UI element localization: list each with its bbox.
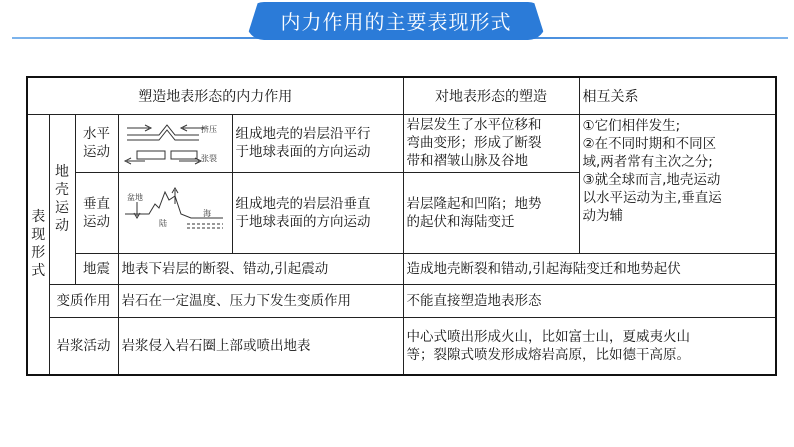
header-inner-force: 塑造地表形态的内力作用 (27, 77, 403, 114)
horizontal-movement-effect: 岩层发生了水平位移和 弯曲变形；形成了断裂 带和褶皱山脉及谷地 (403, 114, 579, 172)
svg-text:盆地: 盆地 (126, 192, 143, 202)
vertical-movement-desc: 组成地壳的岩层沿垂直 于地球表面的方向运动 (232, 172, 403, 253)
magma-effect: 中心式喷出形成火山，比如富士山，夏威夷火山 等；裂隙式喷发形成熔岩高原，比如德干高原。 (403, 317, 776, 375)
table-row-metamorphism (27, 284, 776, 317)
vertical-movement-name: 垂直 运动 (75, 172, 118, 253)
header-shaping: 对地表形态的塑造 (403, 77, 579, 114)
page-title: 内力作用的主要表现形式 (280, 10, 512, 34)
metamorphism-name: 变质作用 (49, 284, 118, 317)
magma-desc: 岩浆侵入岩石圈上部或喷出地表 (118, 317, 403, 375)
metamorphism-desc: 岩石在一定温度、压力下发生变质作用 (118, 284, 403, 317)
earthquake-name: 地震 (75, 253, 118, 284)
metamorphism-effect: 不能直接塑造地表形态 (403, 284, 776, 317)
horizontal-movement-name: 水平 运动 (75, 114, 118, 172)
table-row-earthquake (27, 253, 776, 284)
earthquake-desc: 地表下岩层的断裂、错动,引起震动 (118, 253, 403, 284)
svg-text:海: 海 (202, 208, 211, 218)
relation-cell: ①它们相伴发生; ②在不同时期和不同区 域,两者常有主次之分; ③就全球而言,地壳运动 以水平运动为主,垂直运 动为辅 (579, 114, 776, 253)
svg-text:挤压: 挤压 (200, 125, 217, 134)
label-manifestation: 表 现 形 式 (27, 114, 49, 375)
table-header-row (27, 77, 776, 114)
horizontal-movement-diagram (118, 114, 232, 172)
earthquake-effect: 造成地壳断裂和错动,引起海陆变迁和地势起伏 (403, 253, 776, 284)
svg-text:张裂: 张裂 (200, 154, 217, 163)
svg-text:陆: 陆 (158, 218, 167, 228)
header-relation: 相互关系 (579, 77, 776, 114)
magma-name: 岩浆活动 (49, 317, 118, 375)
inner-force-table (26, 76, 777, 376)
label-crustal-movement: 地 壳 运 动 (49, 114, 75, 284)
vertical-movement-diagram (118, 172, 232, 253)
table-row-magma (27, 317, 776, 375)
table-row-horizontal (27, 114, 776, 172)
vertical-movement-effect: 岩层隆起和凹陷；地势 的起伏和海陆变迁 (403, 172, 579, 253)
horizontal-movement-desc: 组成地壳的岩层沿平行 于地球表面的方向运动 (232, 114, 403, 172)
